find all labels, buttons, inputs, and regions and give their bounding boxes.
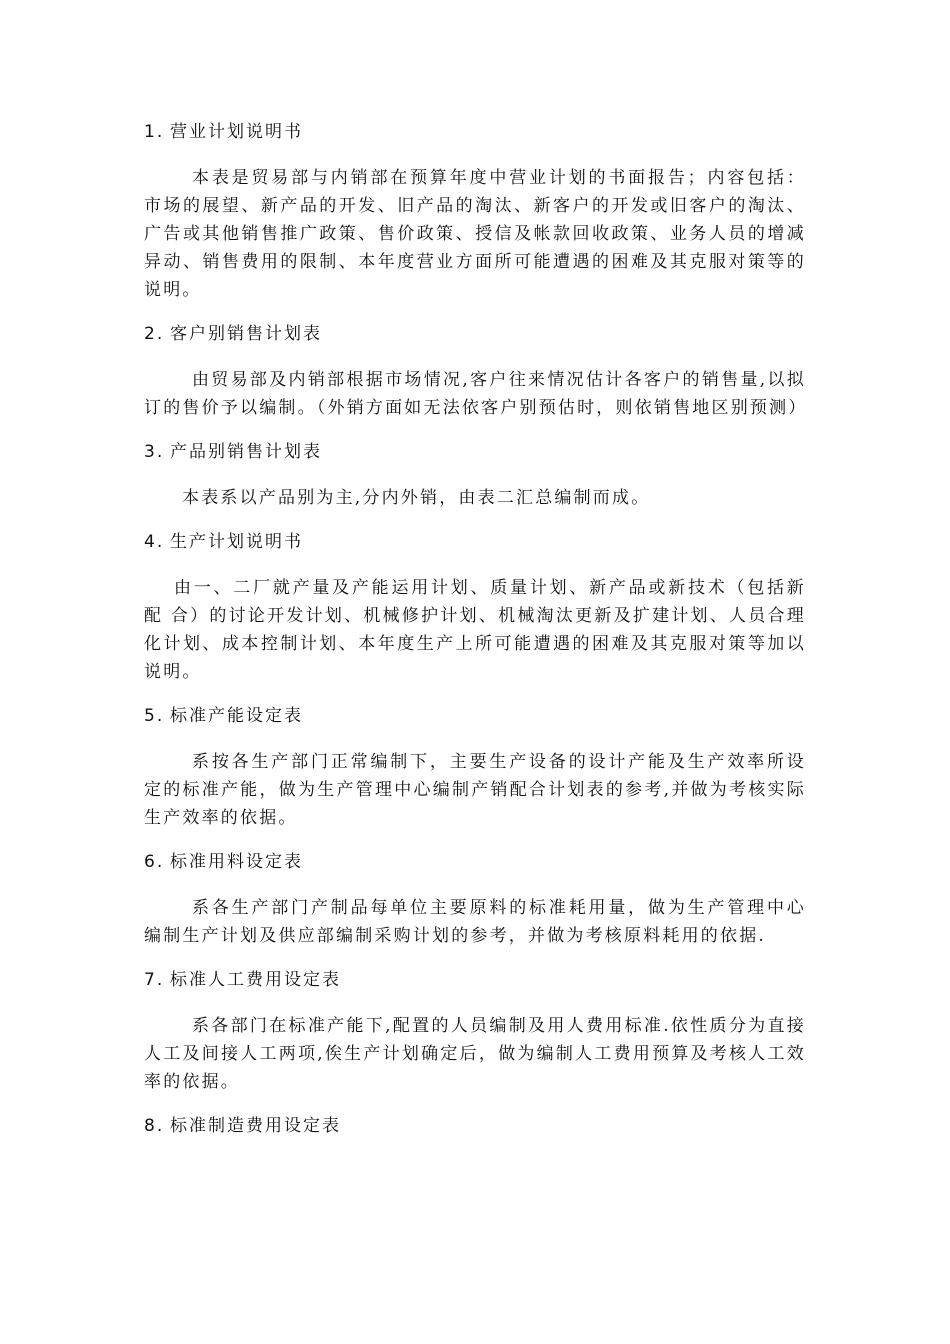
document-body	[144, 118, 806, 1158]
section-2	[144, 320, 806, 422]
section-1	[144, 118, 806, 304]
section-title: 客户别销售计划表	[170, 324, 322, 344]
section-heading	[144, 702, 806, 730]
section-title: 标准用料设定表	[170, 852, 303, 872]
section-number: 2.	[144, 324, 165, 344]
section-paragraph: 由贸易部及内销部根据市场情况,客户往来情况估计各客户的销售量,以拟订的售价予以编制。（外销方面如无法依客户别预估时，则依销售地区别预测）	[144, 370, 808, 418]
section-3	[144, 438, 806, 512]
section-heading	[144, 848, 806, 876]
section-paragraph: 本表系以产品别为主,分内外销，由表二汇总编制而成。	[182, 488, 651, 508]
section-7	[144, 966, 806, 1096]
section-number: 3.	[144, 442, 165, 462]
section-title: 产品别销售计划表	[170, 442, 322, 462]
section-paragraph: 系各部门在标准产能下,配置的人员编制及用人费用标准.依性质分为直接人工及间接人工两项,俟生产计划确定后，做为编制人工费用预算及考核人工效率的依据。	[144, 1016, 806, 1092]
section-number: 6.	[144, 852, 165, 872]
section-heading	[144, 438, 806, 466]
section-heading	[144, 1112, 806, 1140]
section-title: 标准制造费用设定表	[170, 1116, 341, 1136]
section-heading	[144, 528, 806, 556]
section-title: 标准产能设定表	[170, 706, 303, 726]
section-5	[144, 702, 806, 832]
section-paragraph: 本表是贸易部与内销部在预算年度中营业计划的书面报告；内容包括：市场的展望、新产品的开发、旧产品的淘汰、新客户的开发或旧客户的淘汰、广告或其他销售推广政策、售价政策、授信及帐款回收政策、业务人员的增减异动、销售费用的限制、本年度营业方面所可能遭遇的困难及其克服对策等的说明。	[144, 168, 806, 300]
section-heading	[144, 966, 806, 994]
section-heading	[144, 320, 806, 348]
section-paragraph: 系按各生产部门正常编制下，主要生产设备的设计产能及生产效率所设定的标准产能，做为生产管理中心编制产销配合计划表的参考,并做为考核实际生产效率的依据。	[144, 752, 806, 828]
section-number: 4.	[144, 532, 165, 552]
section-title: 营业计划说明书	[170, 122, 303, 142]
section-title: 生产计划说明书	[170, 532, 303, 552]
section-6	[144, 848, 806, 950]
section-paragraph: 系各生产部门产制品每单位主要原料的标准耗用量，做为生产管理中心编制生产计划及供应部编制采购计划的参考，并做为考核原料耗用的依据.	[144, 898, 806, 946]
section-number: 7.	[144, 970, 165, 990]
section-heading	[144, 118, 806, 146]
section-title: 标准人工费用设定表	[170, 970, 341, 990]
section-number: 1.	[144, 122, 165, 142]
section-number: 5.	[144, 706, 165, 726]
section-number: 8.	[144, 1116, 165, 1136]
section-4	[144, 528, 806, 686]
section-8	[144, 1112, 806, 1140]
section-paragraph: 由一、二厂就产量及产能运用计划、质量计划、新产品或新技术（包括新配 合）的讨论开发计划、机械修护计划、机械淘汰更新及扩建计划、人员合理化计划、成本控制计划、本年度生产上所可能遭遇的困难及其克服对策等加以说明。	[144, 578, 806, 682]
